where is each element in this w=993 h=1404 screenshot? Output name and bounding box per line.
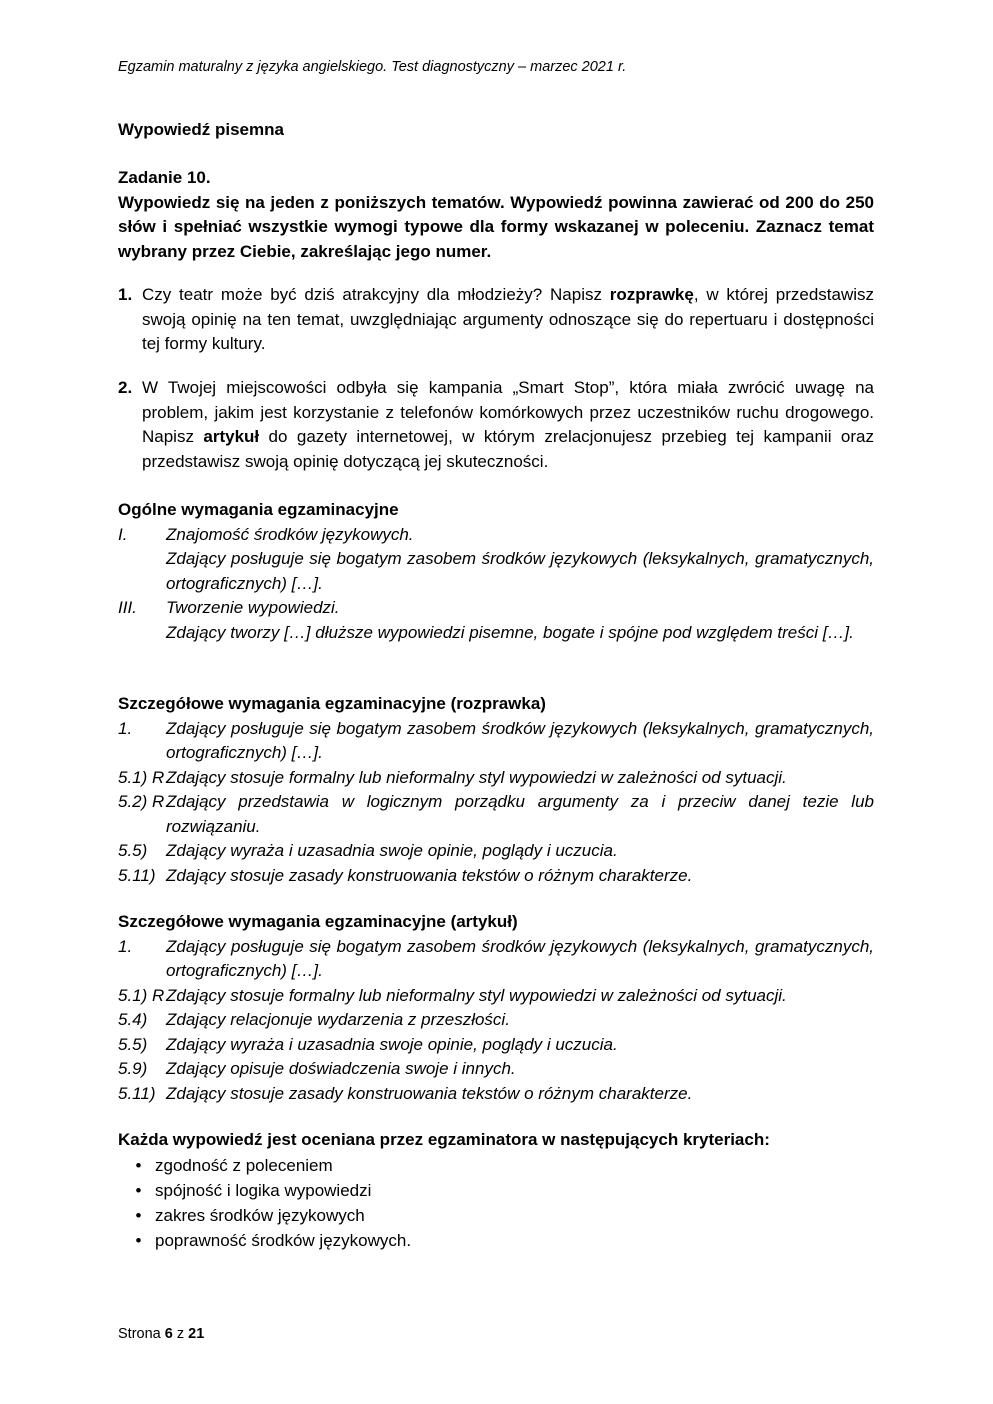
req-label: 5.11) [118,865,156,885]
page-total: 21 [188,1326,205,1342]
page-number: 6 [164,1326,173,1342]
topic-number[interactable]: 1. [118,285,133,304]
req-label: 5.1) R [118,985,165,1005]
req-text: Zdający stosuje formalny lub nieformalny styl wypowiedzi w zależności od sytuacji. [166,767,787,787]
bullet-icon: • [135,1205,142,1225]
req-label: 5.5) [118,1034,148,1054]
bullet-icon: • [135,1155,142,1175]
req-head: Znajomość środków językowych. [166,524,414,544]
bullet-icon: • [135,1230,142,1250]
req-label: 5.2) R [118,792,165,811]
list-item [118,1203,874,1228]
exam-header: Egzamin maturalny z języka angielskiego. Test diagnostyczny – marzec 2021 r. [118,59,627,75]
req-text: Zdający stosuje zasady konstruowania tekstów o różnym charakterze. [166,865,693,885]
detailed-article-title: Szczegółowe wymagania egzaminacyjne (artykuł) [118,912,518,931]
general-title: Ogólne wymagania egzaminacyjne [118,500,399,519]
topic-number[interactable]: 2. [118,378,133,397]
req-text: Zdający relacjonuje wydarzenia z przeszłości. [166,1010,510,1029]
req-text: Zdający posługuje się bogatym zasobem środków językowych (leksykalnych, gramatycznych, ortograficznych) […]. [166,718,874,762]
task-label: Zadanie 10. [118,168,211,187]
criteria-text: poprawność środków językowych. [155,1230,412,1250]
req-head: Tworzenie wypowiedzi. [166,598,340,617]
req-text: Zdający przedstawia w logicznym porządku argumenty za i przeciw danej tezie lub rozwiązaniu. [166,792,874,836]
req-label: 5.4) [118,1010,148,1029]
list-item [118,1153,874,1178]
req-body: Zdający posługuje się bogatym zasobem środków językowych (leksykalnych, gramatycznych, ortograficznych) […]. [166,549,874,593]
footer-separator: z [176,1326,185,1342]
detailed-essay-title: Szczegółowe wymagania egzaminacyjne (rozprawka) [118,694,546,713]
req-body: Zdający tworzy […] dłuższe wypowiedzi pisemne, bogate i spójne pod względem treści […]. [166,622,854,642]
req-label: 1. [118,936,133,956]
general-requirements [118,498,874,645]
topic-form: artykuł [203,427,260,446]
req-label: 5.1) R [118,767,165,787]
req-text: Zdający stosuje formalny lub nieformalny styl wypowiedzi w zależności od sytuacji. [166,985,787,1005]
req-label: III. [118,598,137,617]
req-text: Zdający opisuje doświadczenia swoje i innych. [166,1059,516,1078]
detailed-article [118,910,874,1106]
criteria-text: spójność i logika wypowiedzi [155,1180,372,1200]
req-label: 5.9) [118,1059,148,1078]
section-title: Wypowiedź pisemna [118,120,284,139]
topic-text-before: W Twojej miejscowości odbyła się kampania „Smart Stop”, która miała zwrócić uwagę na problem, jakim jest korzystanie z telefonów komórkowych przez uczestników ruchu drogowego. Napisz [142,378,874,446]
req-label: 5.5) [118,841,148,860]
req-label: 1. [118,718,133,738]
criteria-text: zgodność z poleceniem [155,1155,333,1175]
footer-prefix: Strona [118,1326,161,1342]
req-text: Zdający wyraża i uzasadnia swoje opinie, poglądy i uczucia. [166,1034,618,1054]
req-text: Zdający posługuje się bogatym zasobem środków językowych (leksykalnych, gramatycznych, ortograficznych) […]. [166,936,874,980]
topic-1[interactable] [118,283,874,357]
page-footer [118,1326,204,1342]
topic-form: rozprawkę [609,285,694,304]
detailed-essay [118,692,874,888]
req-label: I. [118,524,128,544]
req-text: Zdający wyraża i uzasadnia swoje opinie, poglądy i uczucia. [166,841,618,860]
topic-text-after: do gazety internetowej, w którym zrelacjonujesz przebieg tej kampanii oraz przedstawisz swoją opinię dotyczącą jej skuteczności. [142,427,874,471]
task-instruction: Wypowiedz się na jeden z poniższych tematów. Wypowiedź powinna zawierać od 200 do 250 słów i spełniać wszystkie wymogi typowe dla formy wskazanej w poleceniu. Zaznacz temat wybrany przez Ciebie, zakreślając jego numer. [118,192,874,261]
list-item [118,1228,874,1253]
topic-text-after: , w której przedstawisz swoją opinię na ten temat, uwzględniając argumenty odnoszące się do repertuaru i dostępności tej formy kultury. [142,285,875,353]
criteria-block [118,1128,874,1253]
task-block [118,166,874,264]
criteria-title: Każda wypowiedź jest oceniana przez egzaminatora w następujących kryteriach: [118,1130,770,1149]
topic-text-before: Czy teatr może być dziś atrakcyjny dla młodzieży? Napisz [142,285,610,304]
req-label: 5.11) [118,1083,156,1103]
topic-2[interactable] [118,376,874,474]
bullet-icon: • [135,1180,142,1200]
criteria-text: zakres środków językowych [155,1205,365,1225]
req-text: Zdający stosuje zasady konstruowania tekstów o różnym charakterze. [166,1083,693,1103]
list-item [118,1178,874,1203]
